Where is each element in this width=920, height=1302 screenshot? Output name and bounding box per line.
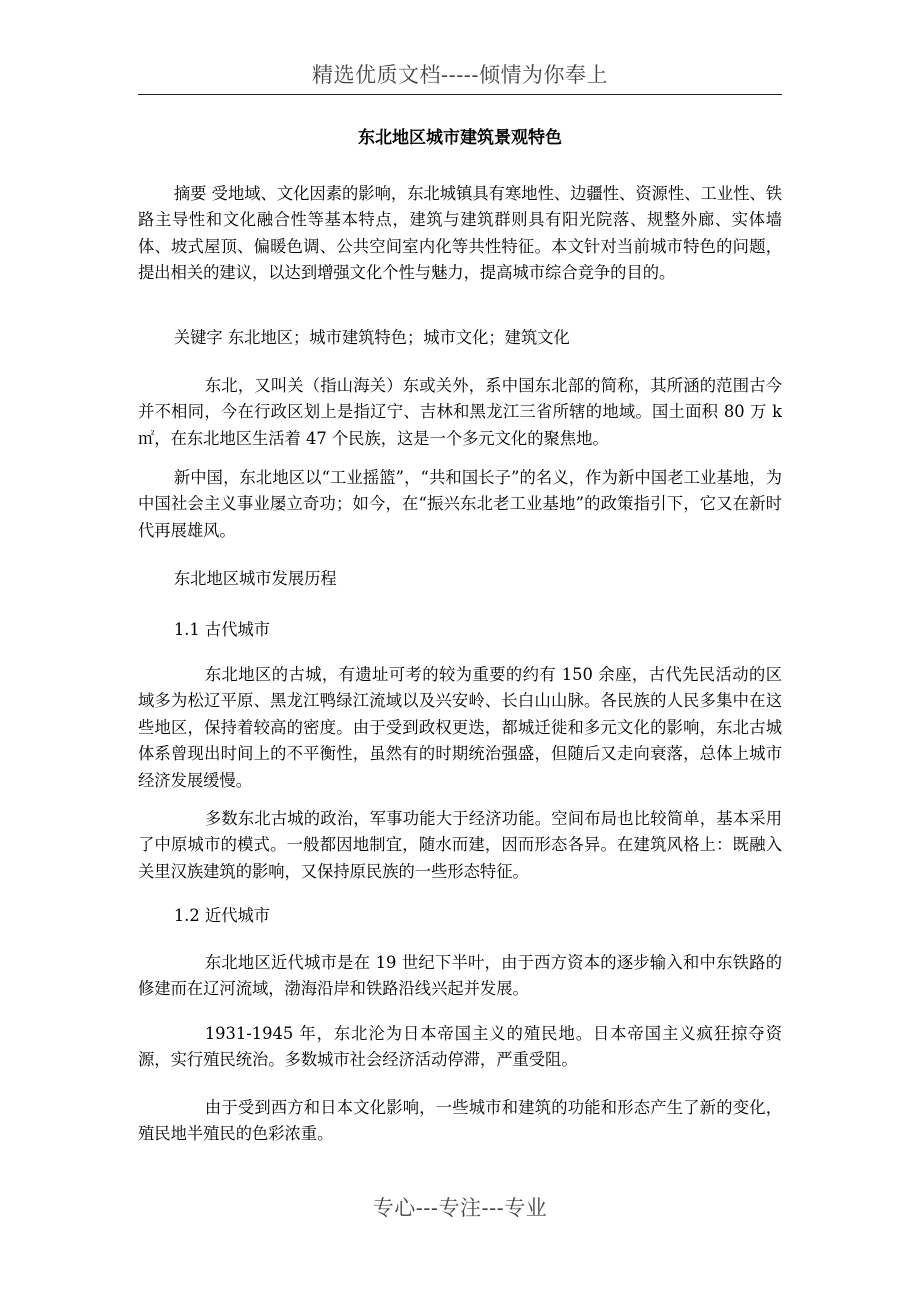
ancient-cities-paragraph-2: 多数东北古城的政治，军事功能大于经济功能。空间布局也比较简单，基本采用了中原城市的模式。一般都因地制宜，随水而建，因而形态各异。在建筑风格上：既融入关里汉族建筑的影响，又保持原民族的一些形态特征。 xyxy=(138,809,782,881)
modern-cities-paragraph-1: 东北地区近代城市是在 19 世纪下半叶，由于西方资本的逐步输入和中东铁路的修建而在辽河流域，渤海沿岸和铁路沿线兴起并发展。 xyxy=(138,953,782,999)
header-divider xyxy=(138,94,782,95)
subsection-heading-ancient: 1.1 古代城市 xyxy=(173,620,271,639)
keywords-line: 关键字 东北地区；城市建筑特色；城市文化；建筑文化 xyxy=(173,328,570,347)
intro-paragraph-2: 新中国，东北地区以“工业摇篮”，“共和国长子”的名义，作为新中国老工业基地，为中国社会主义事业屡立奇功；如今，在“振兴东北老工业基地”的政策指引下，它又在新时代再展雄风。 xyxy=(138,468,782,540)
modern-cities-paragraph-3: 由于受到西方和日本文化影响，一些城市和建筑的功能和形态产生了新的变化，殖民地半殖民的色彩浓重。 xyxy=(138,1098,782,1144)
section-heading: 东北地区城市发展历程 xyxy=(173,569,337,588)
intro-paragraph-1: 东北，又叫关（指山海关）东或关外，系中国东北部的简称，其所涵的范围古今并不相同，今在行政区划上是指辽宁、吉林和黑龙江三省所辖的地域。国土面积 80 万 k㎡，在东北地区生活着 47 个民族，这是一个多元文化的聚焦地。 xyxy=(138,376,782,448)
abstract-paragraph: 摘要 受地域、文化因素的影响，东北城镇具有寒地性、边疆性、资源性、工业性、铁路主导性和文化融合性等基本特点，建筑与建筑群则具有阳光院落、规整外廊、实体墙体、坡式屋顶、偏暖色调、公共空间室内化等共性特征。本文针对当前城市特色的问题，提出相关的建议，以达到增强文化个性与魅力，提高城市综合竞争的目的。 xyxy=(138,184,782,283)
ancient-cities-paragraph-1: 东北地区的古城，有遗址可考的较为重要的约有 150 余座，古代先民活动的区域多为松辽平原、黑龙江鸭绿江流域以及兴安岭、长白山山脉。各民族的人民多集中在这些地区，保持着较高的密度。由于受到政权更迭，都城迁徙和多元文化的影响，东北古城体系曾现出时间上的不平衡性，虽然有的时期统治强盛，但随后又走向衰落，总体上城市经济发展缓慢。 xyxy=(138,665,782,790)
modern-cities-paragraph-2: 1931-1945 年，东北沦为日本帝国主义的殖民地。日本帝国主义疯狂掠夺资源，实行殖民统治。多数城市社会经济活动停滞，严重受阻。 xyxy=(138,1024,782,1070)
page-header: 精选优质文档-----倾情为你奉上 xyxy=(312,63,608,87)
page-footer: 专心---专注---专业 xyxy=(372,1196,548,1220)
document-title: 东北地区城市建筑景观特色 xyxy=(358,128,562,148)
subsection-heading-modern: 1.2 近代城市 xyxy=(173,906,271,925)
